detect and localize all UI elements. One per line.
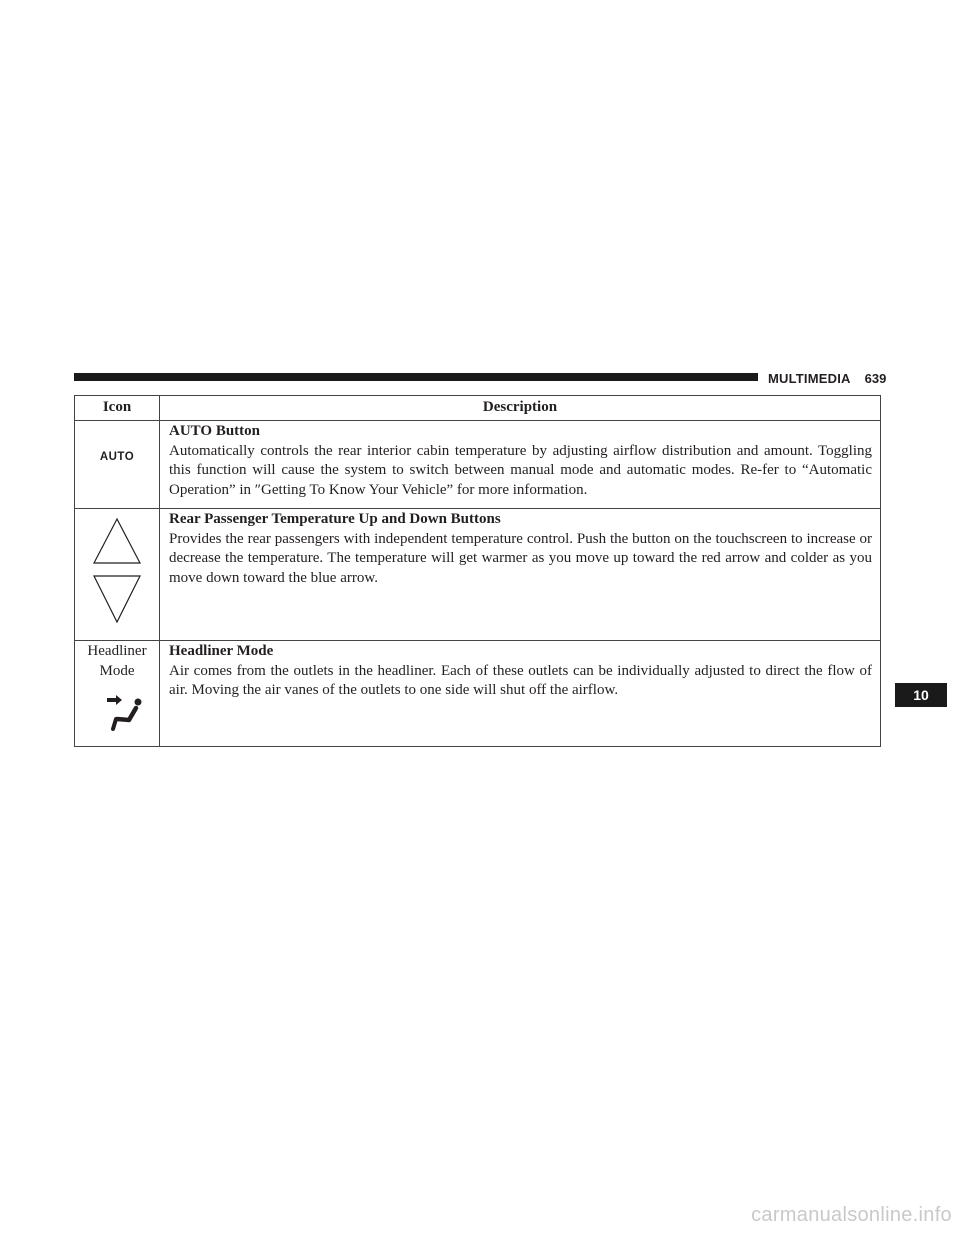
table-row [75, 421, 881, 509]
section-title: MULTIMEDIA [768, 370, 851, 386]
header-rule [74, 373, 758, 381]
entry-text: Air comes from the outlets in the headliner. Each of these outlets can be individually adjusted to direct the flow of air. Moving the air vanes of the outlets to one side will shut off the airflow. [169, 662, 872, 698]
table-row [75, 641, 881, 747]
description-cell [160, 509, 881, 641]
entry-text: Provides the rear passengers with independent temperature control. Push the button on the touchscreen to increase or decrease the temperature. The temperature will get warmer as you move up toward the red arrow and colder as you move down toward the blue arrow. [169, 530, 872, 586]
page-header [768, 368, 898, 388]
watermark: carmanualsonline.info [751, 1204, 952, 1226]
page-number: 639 [864, 370, 887, 386]
icon-cell [75, 641, 160, 747]
temperature-up-icon [92, 517, 142, 565]
headliner-airflow-icon [105, 691, 145, 733]
description-cell [160, 641, 881, 747]
description-column-header: Description [160, 396, 881, 421]
headliner-mode-label: Headliner Mode [87, 643, 147, 679]
entry-title: Headliner Mode [169, 643, 274, 659]
table-row [75, 509, 881, 641]
table-header-row [75, 396, 881, 421]
entry-text: Automatically controls the rear interior cabin temperature by adjusting airflow distribution and amount. Toggling this function will cause the system to switch between manual mode and automatic modes. Re-fer to “Automatic Operation” in ″Getting To Know Your Vehicle” for more information. [169, 442, 872, 498]
entry-title: Rear Passenger Temperature Up and Down Buttons [169, 511, 501, 527]
temperature-down-icon [92, 574, 142, 624]
icon-cell [75, 421, 160, 509]
icon-cell [75, 509, 160, 641]
description-cell [160, 421, 881, 509]
icon-description-table [74, 395, 881, 747]
entry-title: AUTO Button [169, 423, 260, 439]
auto-icon: AUTO [99, 451, 135, 463]
chapter-tab: 10 [895, 683, 947, 707]
icon-column-header: Icon [75, 396, 160, 421]
